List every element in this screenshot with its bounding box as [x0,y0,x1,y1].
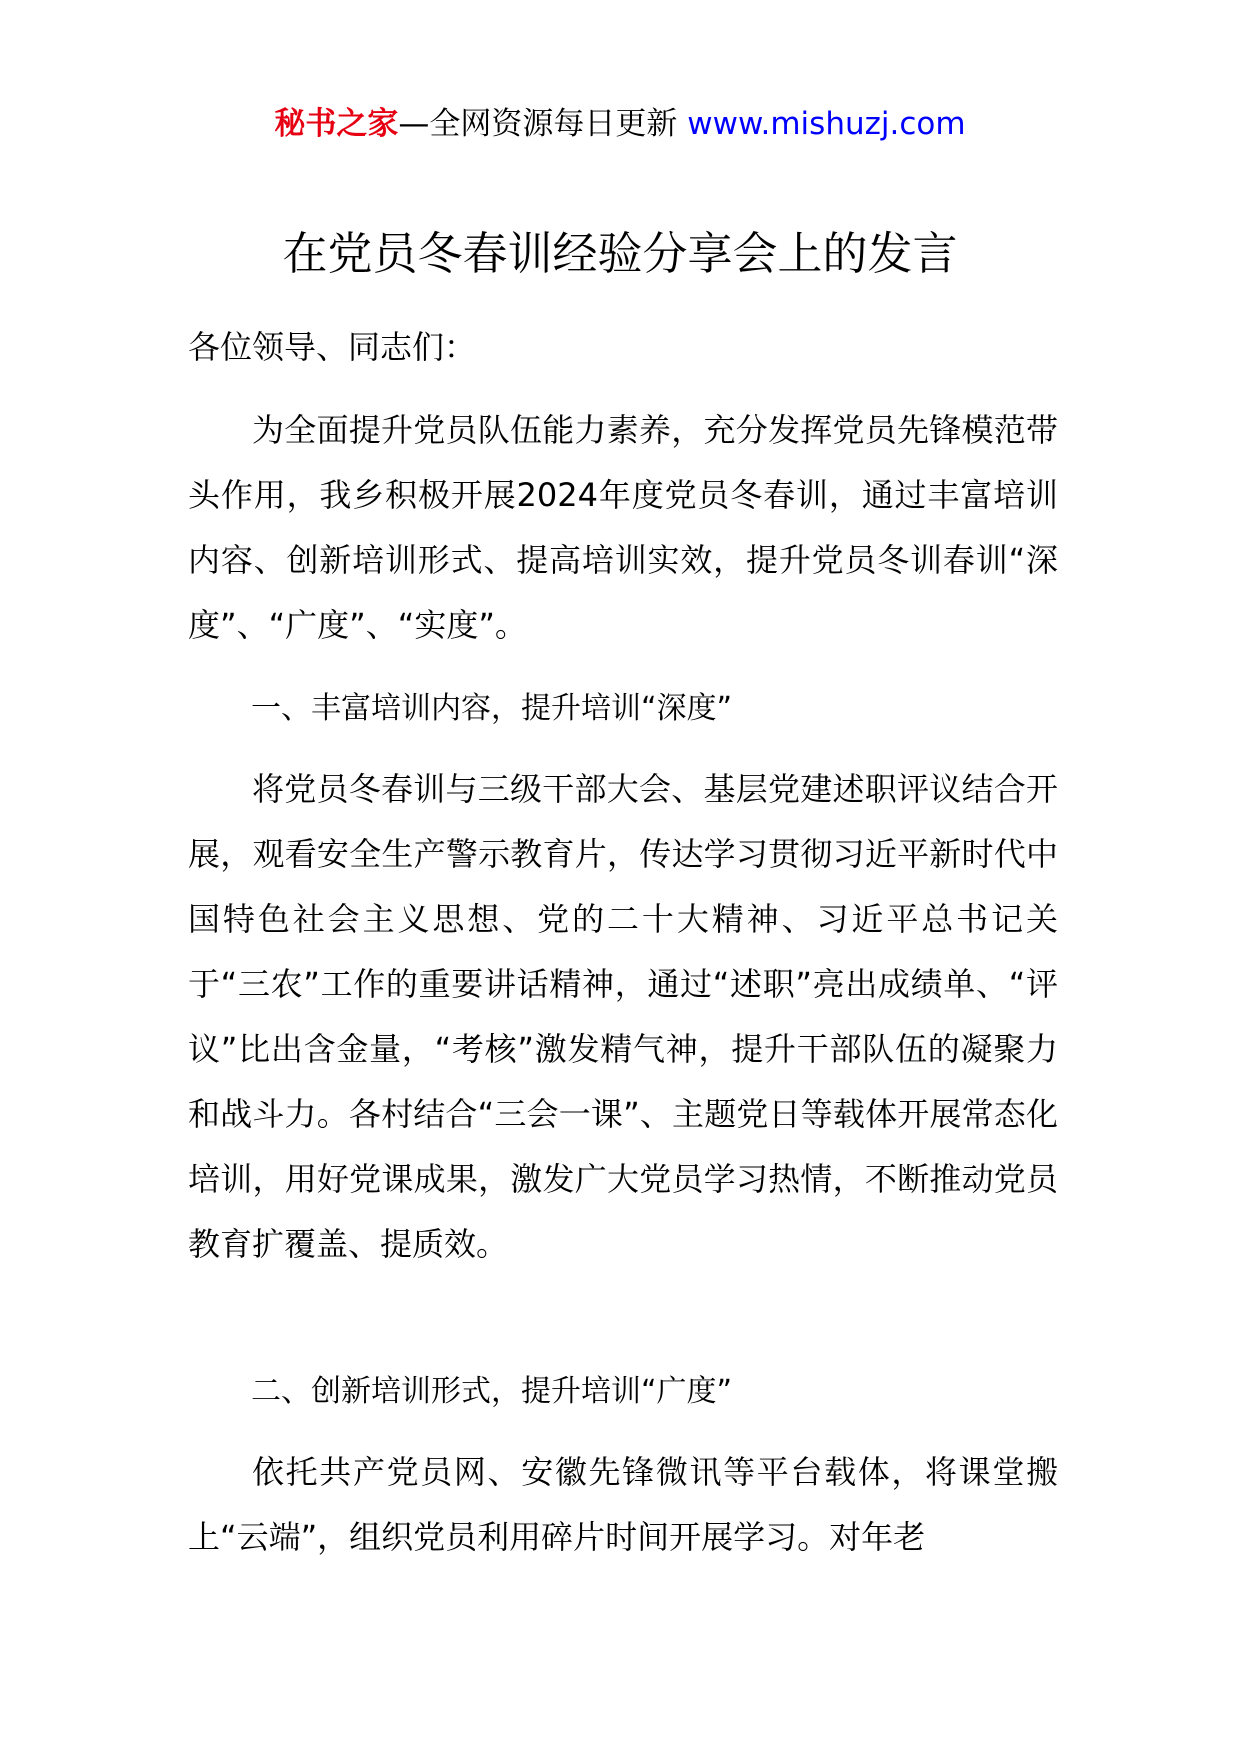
paragraph-intro: 为全面提升党员队伍能力素养，充分发挥党员先锋模范带头作用，我乡积极开展2024年度党员冬春训，通过丰富培训内容、创新培训形式、提高培训实效，提升党员冬训春训“深度”、“广度”、“实度”。 [188,411,1058,644]
section-heading-2: 二、创新培训形式，提升培训“广度” [251,1374,733,1409]
salutation: 各位领导、同志们： [188,328,477,366]
paragraph-section-2: 依托共产党员网、安徽先锋微讯等平台载体，将课堂搬上“云端”，组织党员利用碎片时间开展学习。对年老 [188,1453,1058,1556]
paragraph-section-1: 将党员冬春训与三级干部大会、基层党建述职评议结合开展，观看安全生产警示教育片，传达学习贯彻习近平新时代中国特色社会主义思想、党的二十大精神、习近平总书记关于“三农”工作的重要讲话精神，通过“述职”亮出成绩单、“评议”比出含金量，“考核”激发精气神，提升干部队伍的凝聚力和战斗力。各村结合“三会一课”、主题党日等载体开展常态化培训，用好党课成果，激发广大党员学习热情，不断推动党员教育扩覆盖、提质效。 [188,770,1058,1263]
brand-name: 秘书之家 [274,106,399,142]
section-heading-1: 一、丰富培训内容，提升培训“深度” [251,691,733,726]
site-link[interactable]: www.mishuzj.com [687,106,966,142]
document-title: 在党员冬春训经验分享会上的发言 [282,227,958,280]
header-slogan: —全网资源每日更新 [398,106,688,142]
site-header [0,102,1240,146]
